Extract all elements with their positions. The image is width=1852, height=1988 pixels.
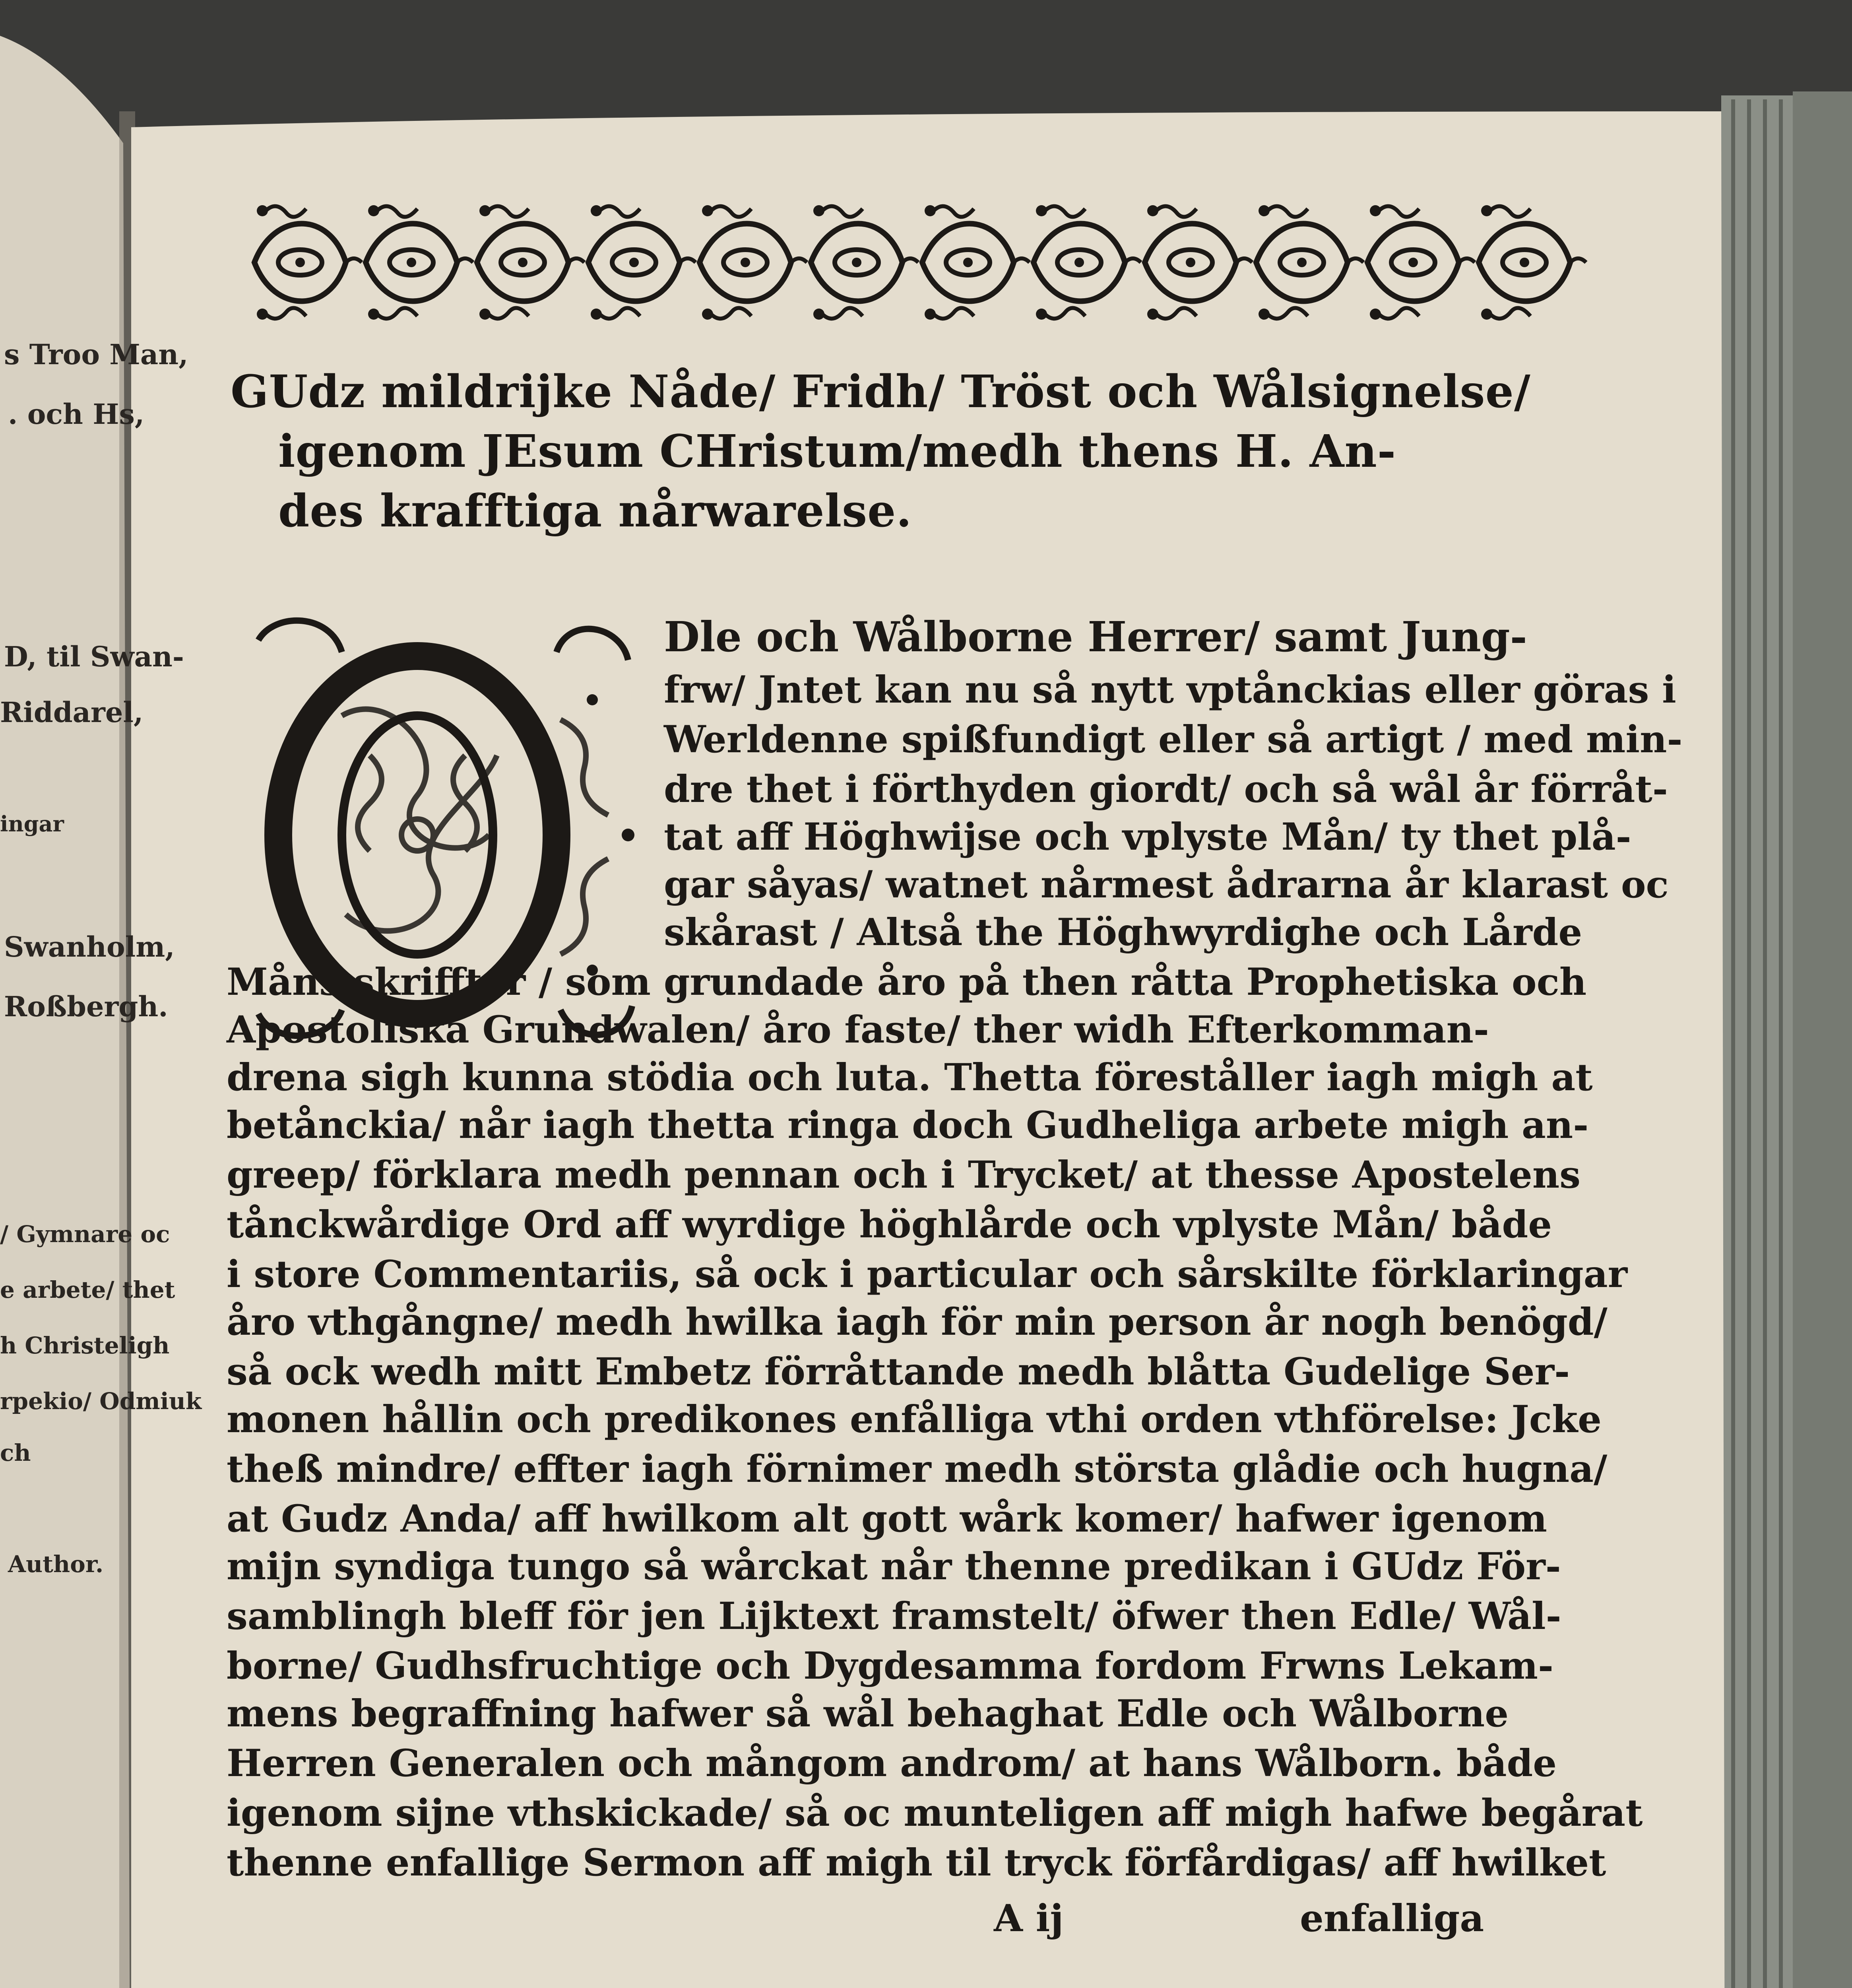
body-line: dre thet i förthyden giordt/ och så wål år förråt-	[664, 767, 1668, 811]
left-fragment: ch	[0, 1439, 31, 1466]
body-line: Måns skriffter / som grundade åro på then råtta Prophetiska och	[227, 960, 1587, 1004]
left-fragment: rpekio/ Odmiuk	[0, 1388, 202, 1415]
left-fragment: / Gymnare oc	[0, 1221, 170, 1248]
body-line: samblingh bleff för jen Lijktext framstelt/ öfwer then Edle/ Wål-	[227, 1594, 1561, 1638]
body-line: Apostoliska Grundwalen/ åro faste/ ther widh Efterkomman-	[227, 1008, 1489, 1052]
body-line: monen hållin och predikones enfålliga vthi orden vthförelse: Jcke	[227, 1398, 1602, 1441]
heading-line-1: GUdz mildrijke Nåde/ Fridh/ Tröst och Wålsignelse/	[231, 366, 1531, 418]
left-fragment: Swanholm,	[4, 930, 175, 963]
body-line: åro vthgångne/ medh hwilka iagh för min person år nogh benögd/	[227, 1300, 1608, 1344]
body-line: drena sigh kunna stödia och luta. Thetta föreståller iagh migh at	[227, 1056, 1593, 1099]
body-line: betånckia/ når iagh thetta ringa doch Gudheliga arbete migh an-	[227, 1103, 1589, 1147]
ornament-band	[250, 187, 1578, 338]
body-line: Werldenne spißfundigt eller så artigt / med min-	[664, 718, 1683, 761]
body-line: at Gudz Anda/ aff hwilkom alt gott wårk komer/ hafwer igenom	[227, 1497, 1547, 1541]
left-fragment: ingar	[0, 811, 64, 837]
left-fragment: Riddarel,	[0, 696, 144, 729]
body-line: frw/ Jntet kan nu så nytt vptånckias eller göras i	[664, 668, 1676, 712]
body-line: Dle och Wålborne Herrer/ samt Jung-	[664, 612, 1527, 661]
heading-line-2: igenom JEsum CHristum/medh thens H. An-	[278, 425, 1396, 478]
body-line: greep/ förklara medh pennan och i Trycket/ at thesse Apostelens	[227, 1153, 1581, 1197]
body-line: borne/ Gudhsfruchtige och Dygdesamma fordom Frwns Lekam-	[227, 1644, 1554, 1688]
body-line: så ock wedh mitt Embetz förråttande medh blåtta Gudelige Ser-	[227, 1350, 1570, 1394]
body-line: i store Commentariis, så ock i particular och sårskilte förklaringar	[227, 1252, 1628, 1296]
right-page	[131, 99, 1725, 1988]
body-line: skårast / Altså the Höghwyrdighe och Lårde	[664, 911, 1582, 954]
body-line: mens begraffning hafwer så wål behaghat Edle och Wålborne	[227, 1692, 1509, 1736]
body-line: mijn syndiga tungo så wårckat når thenne predikan i GUdz För-	[227, 1545, 1561, 1588]
body-line: Herren Generalen och mångom androm/ at hans Wålborn. både	[227, 1741, 1557, 1785]
signature-mark: A ij	[994, 1897, 1064, 1940]
catchword: enfalliga	[1300, 1897, 1484, 1940]
body-line: tat aff Höghwijse och vplyste Mån/ ty thet plå-	[664, 815, 1631, 859]
body-line: gar såyas/ watnet nårmest ådrarna år klarast oc	[664, 863, 1669, 907]
left-fragment: . och Hs,	[8, 398, 145, 431]
left-fragment: s Troo Man,	[4, 338, 188, 371]
body-line: igenom sijne vthskickade/ så oc munteligen aff migh hafwe begårat	[227, 1791, 1643, 1835]
left-page-margin	[0, 0, 202, 1988]
body-line: theß mindre/ effter iagh förnimer medh största glådie och hugna/	[227, 1447, 1608, 1491]
left-fragment: Author.	[8, 1551, 104, 1578]
left-fragment: e arbete/ thet	[0, 1276, 175, 1303]
left-fragment: D, til Swan-	[4, 640, 184, 673]
left-fragment: h Christeligh	[0, 1332, 170, 1359]
body-line: thenne enfallige Sermon aff migh til tryck förfårdigas/ aff hwilket	[227, 1841, 1606, 1885]
left-fragment: Roßbergh.	[4, 990, 168, 1023]
heading-line-3: des krafftiga nårwarelse.	[278, 485, 912, 537]
body-line: tånckwårdige Ord aff wyrdige höghlårde och vplyste Mån/ både	[227, 1203, 1552, 1246]
